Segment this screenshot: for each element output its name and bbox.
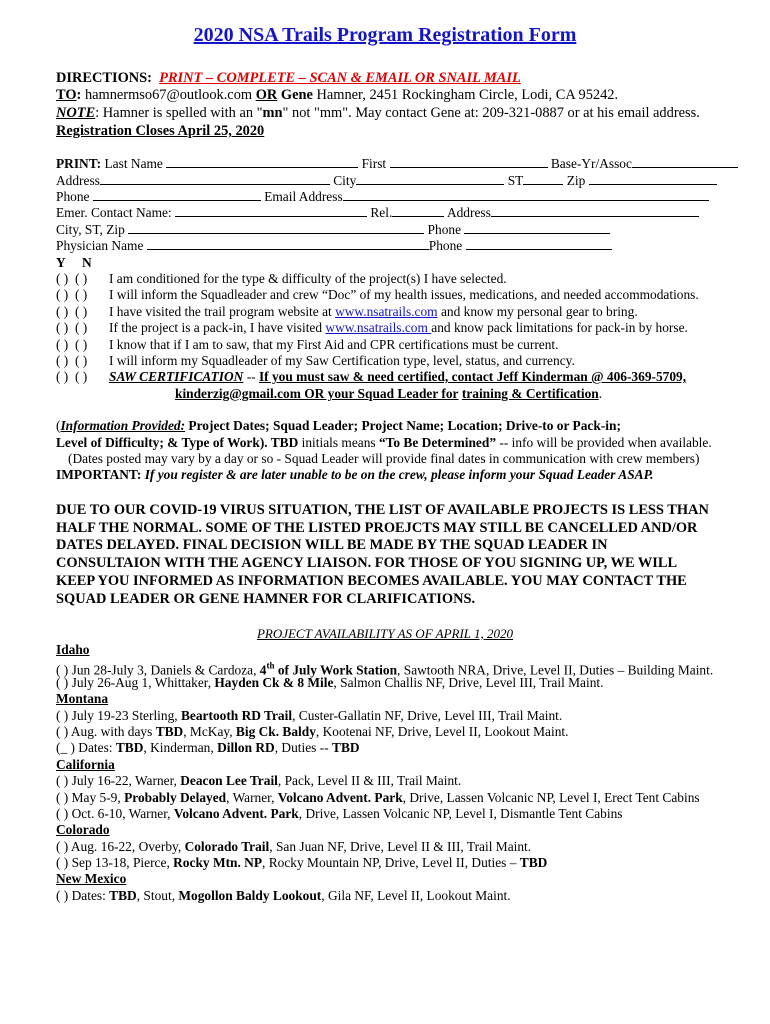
project-name: Deacon Lee Trail — [180, 773, 278, 788]
project-montana-1[interactable] — [56, 708, 562, 724]
project-name: Hayden Ck & 8 Mile — [214, 675, 334, 690]
saw-text: If you must saw & need certified, contact Jeff Kinderman @ 406-369-5709, — [258, 369, 687, 384]
print-label: PRINT: — [56, 156, 102, 171]
ordinal-suffix: th — [266, 661, 275, 671]
project-name: Big Ck. Baldy — [235, 724, 316, 739]
check-item-5[interactable] — [56, 337, 559, 353]
project-text: ( ) July 19-23 Sterling, — [56, 708, 181, 723]
last-name-label: Last Name — [104, 156, 163, 171]
saw-dash: -- — [243, 369, 259, 384]
first-name-label: First — [361, 156, 387, 171]
project-new-mexico-1[interactable] — [56, 888, 511, 904]
state-heading-new-mexico: New Mexico — [56, 871, 127, 886]
check-boxes[interactable]: ( ) ( ) — [56, 369, 88, 384]
yn-header — [56, 255, 92, 271]
project-text: , Salmon Challis NF, Drive, Level III, Trail Maint. — [333, 675, 604, 690]
saw-contact: kinderzig@gmail.com OR your Squad Leader for — [175, 386, 459, 401]
or-word: OR — [255, 87, 278, 103]
info-line-2 — [56, 435, 712, 451]
project-name: Volcano Advent. Park — [173, 806, 299, 821]
project-name: Rocky Mtn. NP — [173, 855, 263, 870]
project-montana-3[interactable] — [56, 740, 360, 756]
covid-line: CONSULTAION WITH THE AGENCY LIAISON. FOR THOSE OF YOU SIGNING UP, WE WILL — [56, 555, 678, 572]
emer-contact-field[interactable] — [175, 205, 367, 217]
physician-phone-field[interactable] — [466, 238, 612, 250]
address-field[interactable] — [100, 173, 330, 185]
project-text: 4 — [259, 662, 267, 678]
physician-phone-label: Phone — [428, 238, 463, 253]
project-text: ( ) Oct. 6-10, Warner, — [56, 806, 174, 821]
check-boxes[interactable]: ( ) ( ) — [56, 271, 88, 286]
project-text: , Drive, Lassen Volcanic NP, Level I, Dismantle Tent Cabins — [298, 806, 623, 821]
city-st-zip-label: City, ST, Zip — [56, 222, 125, 237]
field-row-physician — [56, 238, 612, 254]
state-heading-montana: Montana — [56, 691, 109, 706]
phone-field[interactable] — [93, 189, 261, 201]
covid-line: SQUAD LEADER OR GENE HAMNER FOR CLARIFICATIONS. — [56, 590, 476, 607]
field-row-name — [56, 156, 738, 172]
info-text: Project Dates; Squad Leader; Project Name; Location; Drive-to or Pack-in; — [185, 418, 621, 433]
emer-contact-label: Emer. Contact Name: — [56, 205, 172, 220]
tbd-text: TBD — [109, 888, 137, 903]
check-item-text: I will inform the Squadleader and crew “Doc” of my health issues, medications, and needed accommodations. — [109, 287, 699, 302]
gene-name: Gene — [280, 87, 313, 103]
info-text: -- info will be provided when available. — [496, 435, 712, 450]
project-name: of July Work Station — [274, 662, 398, 678]
info-line-3 — [68, 451, 699, 467]
rel-field[interactable] — [392, 205, 444, 217]
check-boxes[interactable]: ( ) ( ) — [56, 337, 88, 352]
rel-label: Rel. — [370, 205, 393, 220]
nsatrails-link[interactable]: www.nsatrails.com — [325, 320, 432, 335]
project-idaho-2[interactable] — [56, 675, 604, 691]
field-row-phone — [56, 189, 709, 205]
base-yr-field[interactable] — [632, 156, 738, 168]
check-item-6[interactable] — [56, 353, 575, 369]
project-name: Mogollon Baldy Lookout — [178, 888, 322, 903]
project-text: ( ) Sep 13-18, Pierce, — [56, 855, 174, 870]
check-boxes[interactable]: ( ) ( ) — [56, 320, 88, 335]
check-item-text: and know pack limitations for pack-in by horse. — [431, 320, 688, 335]
to-label: TO — [56, 87, 77, 103]
covid-line: DUE TO OUR COVID-19 VIRUS SITUATION, THE LIST OF AVAILABLE PROJECTS IS LESS THAN — [56, 502, 709, 518]
project-text: , Drive, Lassen Volcanic NP, Level I, Erect Tent Cabins — [402, 790, 700, 805]
project-text: , McKay, — [183, 724, 236, 739]
tbd-text: TBD — [519, 855, 548, 870]
saw-label: SAW CERTIFICATION — [109, 369, 244, 384]
project-text: ( ) July 26-Aug 1, Whittaker, — [56, 675, 215, 690]
phone-label: Phone — [56, 189, 90, 204]
check-item-2[interactable] — [56, 287, 699, 303]
nsatrails-link[interactable]: www.nsatrails.com — [335, 304, 438, 319]
base-yr-label: Base-Yr/Assoc — [550, 156, 632, 171]
saw-line-2 — [175, 386, 602, 402]
physician-field[interactable] — [147, 238, 429, 250]
project-text: , San Juan NF, Drive, Level II & III, Trail Maint. — [269, 839, 532, 854]
check-item-text: I know that if I am to saw, that my First Aid and CPR certifications must be current. — [109, 337, 559, 352]
state-heading-colorado: Colorado — [56, 822, 110, 837]
note-label: NOTE — [56, 105, 96, 121]
project-text: , Pack, Level II & III, Trail Maint. — [277, 773, 462, 788]
project-text: , Gila NF, Level II, Lookout Maint. — [321, 888, 511, 903]
info-text: (Dates posted may vary by a day or so - Squad Leader will provide final dates in communication with crew members) — [68, 451, 700, 466]
project-name: Colorado Trail — [184, 839, 270, 854]
physician-label: Physician Name — [56, 238, 144, 253]
directions-line — [56, 70, 521, 86]
tbd-text: TBD — [155, 724, 184, 739]
check-item-text: I have visited the trail program website at — [109, 304, 336, 319]
check-item-saw[interactable] — [56, 369, 686, 385]
project-name: Beartooth RD Trail — [180, 708, 293, 723]
project-availability-heading: PROJECT AVAILABILITY AS OF APRIL 1, 2020 — [256, 626, 514, 641]
to-address: Hamner, 2451 Rockingham Circle, Lodi, CA 95242. — [316, 87, 619, 103]
info-text: initials means — [298, 435, 379, 450]
field-row-address — [56, 173, 717, 189]
field-row-emer — [56, 205, 699, 221]
project-text: , Warner, — [226, 790, 278, 805]
project-text: (_ ) Dates: — [56, 740, 116, 755]
info-text: Level of Difficulty; & Type of Work). TBD — [56, 435, 299, 450]
project-montana-2[interactable] — [56, 724, 568, 740]
project-text: ( ) Aug. 16-22, Overby, — [56, 839, 185, 854]
info-line-1 — [56, 418, 621, 434]
saw-end: . — [598, 386, 603, 401]
project-california-2[interactable] — [56, 790, 700, 806]
project-california-1[interactable] — [56, 773, 461, 789]
directions-instruction: PRINT – COMPLETE – SCAN & EMAIL OR SNAIL MAIL — [159, 70, 521, 86]
emer-phone-field[interactable] — [464, 222, 610, 234]
info-label: Information Provided: — [60, 418, 186, 433]
project-text: , Stout, — [136, 888, 179, 903]
email-label: Email Address — [264, 189, 343, 204]
project-text: , Rocky Mountain NP, Drive, Level II, Duties – — [262, 855, 520, 870]
project-text: , Duties -- — [274, 740, 333, 755]
zip-label: Zip — [566, 173, 586, 188]
zip-field[interactable] — [589, 173, 717, 185]
check-item-text: and know my personal gear to bring. — [437, 304, 638, 319]
delayed-text: Probably Delayed — [124, 790, 227, 805]
covid-line: DATES DELAYED. FINAL DECISION WILL BE MADE BY THE SQUAD LEADER IN — [56, 537, 608, 554]
info-open: ( — [56, 418, 61, 433]
state-heading-idaho: Idaho — [56, 642, 90, 657]
check-item-1[interactable] — [56, 271, 507, 287]
last-name-field[interactable] — [166, 156, 358, 168]
tbd-quote: “To Be Determined” — [378, 435, 497, 450]
no-header: N — [82, 255, 92, 270]
project-text: ( ) Dates: — [56, 888, 110, 903]
tbd-text: TBD — [115, 740, 144, 755]
check-item-3[interactable] — [56, 304, 638, 320]
emer-address-label: Address — [446, 205, 491, 220]
important-label: IMPORTANT: — [56, 467, 142, 482]
state-heading-california: California — [56, 757, 115, 772]
to-email: hamnermso67@outlook.com — [84, 87, 253, 103]
st-field[interactable] — [523, 173, 563, 185]
first-name-field[interactable] — [390, 156, 548, 168]
project-colorado-1[interactable] — [56, 839, 531, 855]
covid-line: KEEP YOU INFORMED AS INFORMATION BECOMES AVAILABLE. YOU MAY CONTACT THE — [56, 572, 687, 589]
city-field[interactable] — [356, 173, 504, 185]
check-item-text: I am conditioned for the type & difficulty of the project(s) I have selected. — [109, 271, 507, 286]
important-text: If you register & are later unable to be on the crew, please inform your Squad Leader ASAP. — [144, 467, 654, 482]
saw-training: training & Certification — [461, 386, 599, 401]
emer-phone-label: Phone — [427, 222, 462, 237]
note-mn: mn — [262, 105, 283, 121]
check-item-text: I will inform my Squadleader of my Saw Certification type, level, status, and currency. — [109, 353, 575, 368]
field-row-city — [56, 222, 610, 238]
note-line — [56, 105, 700, 121]
check-item-4[interactable] — [56, 320, 688, 336]
project-text: ( ) July 16-22, Warner, — [56, 773, 181, 788]
project-text: , Kinderman, — [143, 740, 218, 755]
check-boxes[interactable]: ( ) ( ) — [56, 304, 88, 319]
email-field[interactable] — [343, 189, 709, 201]
project-name: Dillon RD — [217, 740, 275, 755]
check-item-text: If the project is a pack-in, I have visited — [109, 320, 326, 335]
closes-line — [56, 123, 264, 139]
project-text: ( ) May 5-9, — [56, 790, 125, 805]
project-text: , Custer-Gallatin NF, Drive, Level III, Trail Maint. — [292, 708, 563, 723]
project-text: , Sawtooth NRA, Drive, Level II, Duties – Building Maint. — [397, 662, 714, 678]
project-text: ( ) Jun 28-July 3, Daniels & Cardoza, — [56, 662, 260, 678]
project-text: ( ) Aug. with days — [56, 724, 156, 739]
important-line — [56, 467, 653, 483]
to-line: TO: hamnermso67@outlook.com OR Gene Hamner, 2451 Rockingham Circle, Lodi, CA 95242. — [56, 87, 619, 103]
directions-label: DIRECTIONS: — [56, 70, 152, 86]
city-label: City — [333, 173, 357, 188]
note-text: : Hamner is spelled with an " — [95, 105, 263, 121]
project-text: , Kootenai NF, Drive, Level II, Lookout Maint. — [315, 724, 569, 739]
registration-closes: Registration Closes April 25, 2020 — [56, 123, 265, 139]
address-label: Address — [56, 173, 100, 188]
yes-header: Y — [56, 255, 66, 270]
form-title: 2020 NSA Trails Program Registration Form — [193, 24, 577, 46]
st-label: ST — [507, 173, 524, 188]
check-boxes[interactable]: ( ) ( ) — [56, 353, 88, 368]
project-california-3[interactable] — [56, 806, 622, 822]
covid-line: HALF THE NORMAL. SOME OF THE LISTED PROEJCTS MAY STILL BE CANCELLED AND/OR — [56, 519, 698, 536]
project-name: Volcano Advent. Park — [277, 790, 403, 805]
covid-notice — [56, 502, 756, 608]
check-boxes[interactable]: ( ) ( ) — [56, 287, 88, 302]
emer-address-field[interactable] — [491, 205, 699, 217]
tbd-text: TBD — [332, 740, 360, 755]
project-colorado-2[interactable] — [56, 855, 547, 871]
note-text-2: " not "mm". May contact Gene at: 209-321-0887 or at his email address. — [282, 105, 700, 121]
city-st-zip-field[interactable] — [128, 222, 424, 234]
